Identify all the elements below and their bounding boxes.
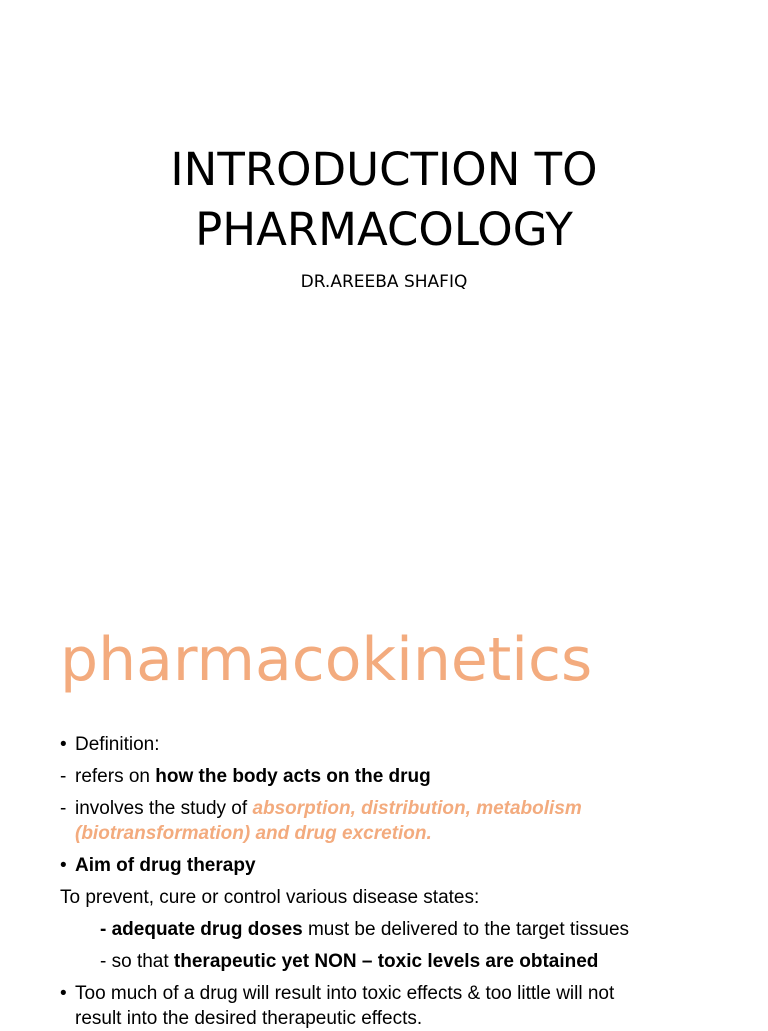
author-name: DR.AREEBA SHAFIQ: [300, 272, 468, 292]
dash-refers: [60, 764, 710, 789]
involves-accent-line-2: (biotransformation) and drug excretion.: [75, 823, 432, 844]
involves-prefix: involves the study of: [75, 798, 253, 819]
adequate-line: [60, 917, 710, 942]
bullet-aim: [60, 853, 710, 878]
definition-label: Definition:: [75, 734, 160, 755]
bullet-definition: [60, 732, 710, 757]
slide-title-heading: [0, 140, 768, 260]
bullet-marker: •: [60, 983, 67, 1004]
aim-label: Aim of drug therapy: [75, 855, 256, 876]
slide-body: [60, 732, 710, 1031]
dash-marker: -: [60, 798, 67, 819]
bullet-marker: •: [60, 855, 67, 876]
dash-marker: -: [60, 766, 67, 787]
refers-prefix: refers on: [75, 766, 156, 787]
slide-pharmacokinetics: [0, 575, 768, 1029]
sothat-bold: therapeutic yet NON – toxic levels are obtained: [173, 951, 599, 972]
sothat-line: [60, 949, 710, 974]
prevent-line: [60, 885, 710, 910]
dash-involves: [60, 796, 710, 846]
slide-heading: pharmacokinetics: [60, 625, 593, 695]
title-line-2: PHARMACOLOGY: [195, 203, 573, 256]
adequate-rest: must be delivered to the target tissues: [302, 919, 630, 940]
bullet-marker: •: [60, 734, 67, 755]
refers-bold: how the body acts on the drug: [155, 766, 431, 787]
toomuch-line-2: result into the desired therapeutic effects.: [75, 1008, 423, 1029]
adequate-bold: - adequate drug doses: [100, 919, 303, 940]
prevent-text: To prevent, cure or control various disease states:: [60, 887, 480, 908]
toomuch-line-1: Too much of a drug will result into toxic effects & too little will not: [75, 983, 615, 1004]
involves-accent-line-1: absorption, distribution, metabolism: [252, 798, 582, 819]
sothat-prefix: - so that: [100, 951, 174, 972]
title-line-1: INTRODUCTION TO: [170, 143, 598, 196]
